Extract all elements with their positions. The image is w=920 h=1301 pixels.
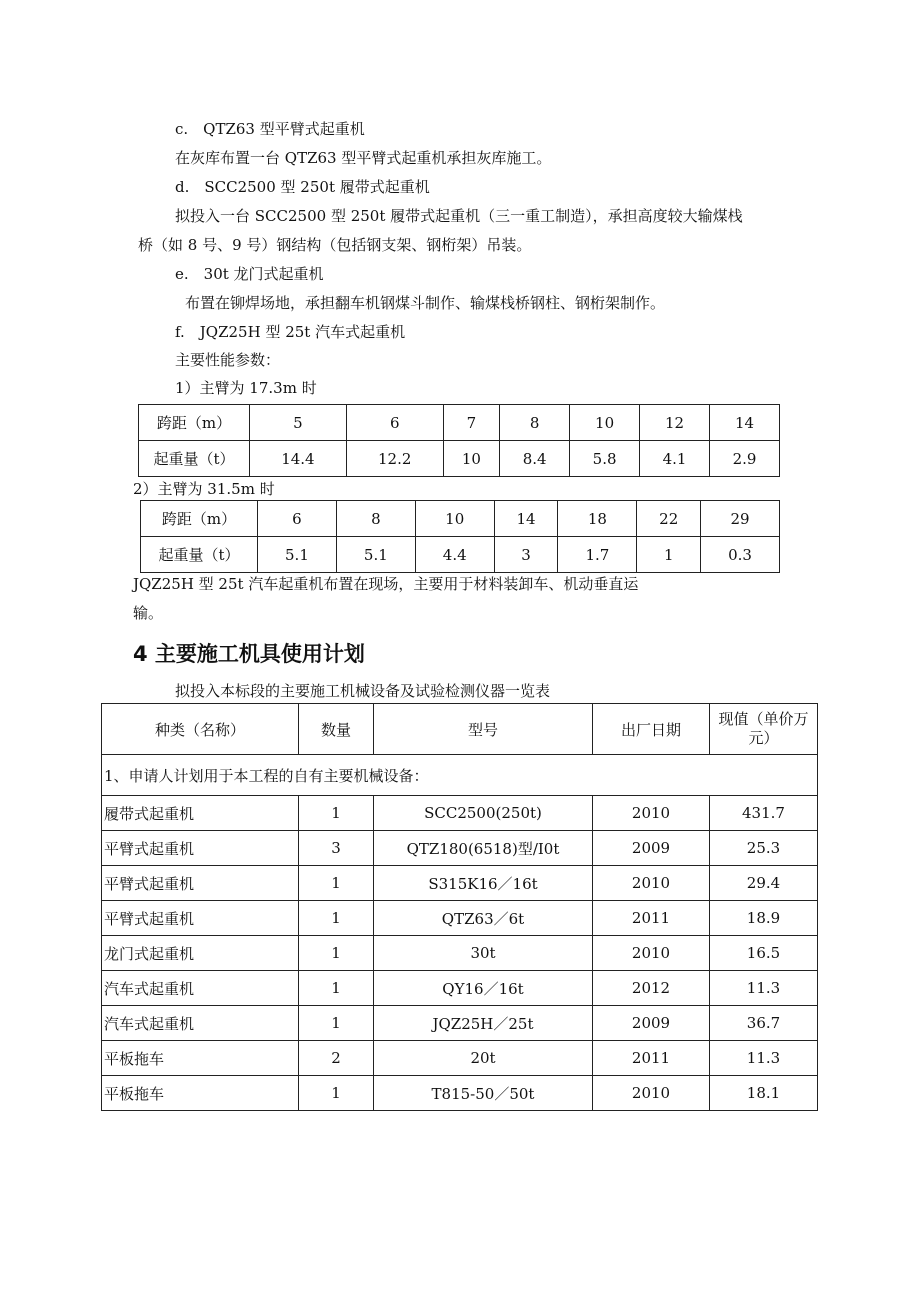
load-label: 起重量（t） [141, 537, 258, 573]
span-cell: 14 [494, 501, 558, 537]
item-d-text-line2: 桥（如 8 号、9 号）钢结构（包括钢支架、钢桁架）吊装。 [138, 236, 532, 254]
cell-date: 2012 [593, 971, 710, 1006]
load-label: 起重量（t） [139, 441, 250, 477]
load-cell: 0.3 [701, 537, 780, 573]
item-d-title: d. SCC2500 型 250t 履带式起重机 [175, 178, 430, 196]
span-cell: 29 [701, 501, 780, 537]
section-heading: 4 主要施工机具使用计划 [133, 642, 365, 666]
cell-name: 平臂式起重机 [102, 831, 299, 866]
load-cell: 8.4 [500, 441, 570, 477]
cell-qty: 1 [299, 1006, 374, 1041]
span-cell: 6 [346, 405, 443, 441]
load-cell: 5.1 [336, 537, 415, 573]
header-model: 型号 [374, 704, 593, 755]
span-label: 跨距（m） [141, 501, 258, 537]
load-row [141, 537, 780, 573]
table-row [102, 1006, 818, 1041]
cell-value: 25.3 [710, 831, 818, 866]
cell-value: 11.3 [710, 1041, 818, 1076]
performance-table-31-5m [140, 500, 780, 573]
span-cell: 10 [570, 405, 640, 441]
load-cell: 1.7 [558, 537, 637, 573]
span-cell: 8 [500, 405, 570, 441]
span-cell: 12 [640, 405, 710, 441]
load-cell: 5.1 [258, 537, 337, 573]
section-row [102, 755, 818, 796]
span-cell: 10 [415, 501, 494, 537]
cell-qty: 3 [299, 831, 374, 866]
span-cell: 6 [258, 501, 337, 537]
header-row [102, 704, 818, 755]
summary-line2: 输。 [133, 604, 164, 622]
cell-model: JQZ25H／25t [374, 1006, 593, 1041]
cell-model: SCC2500(250t) [374, 796, 593, 831]
header-value-line1: 现值（单价万 [718, 710, 809, 728]
load-cell: 4.4 [415, 537, 494, 573]
header-value-line2: 元） [748, 729, 779, 747]
table-row [102, 866, 818, 901]
cell-qty: 2 [299, 1041, 374, 1076]
header-qty: 数量 [299, 704, 374, 755]
cell-date: 2009 [593, 1006, 710, 1041]
cell-date: 2011 [593, 901, 710, 936]
span-cell: 22 [637, 501, 701, 537]
cell-value: 18.9 [710, 901, 818, 936]
table-row [102, 936, 818, 971]
cell-qty: 1 [299, 796, 374, 831]
cell-name: 履带式起重机 [102, 796, 299, 831]
cell-value: 36.7 [710, 1006, 818, 1041]
params-label: 主要性能参数： [175, 351, 281, 369]
span-cell: 8 [336, 501, 415, 537]
table-row [102, 796, 818, 831]
cell-value: 11.3 [710, 971, 818, 1006]
load-cell: 1 [637, 537, 701, 573]
section-row-label: 1、申请人计划用于本工程的自有主要机械设备： [102, 755, 818, 796]
cell-qty: 1 [299, 866, 374, 901]
cell-value: 431.7 [710, 796, 818, 831]
span-cell: 14 [710, 405, 780, 441]
table-row [102, 1041, 818, 1076]
cell-date: 2010 [593, 1076, 710, 1111]
cell-date: 2010 [593, 796, 710, 831]
load-cell: 2.9 [710, 441, 780, 477]
span-cell: 18 [558, 501, 637, 537]
span-cell: 7 [443, 405, 500, 441]
item-c-text: 在灰库布置一台 QTZ63 型平臂式起重机承担灰库施工。 [175, 149, 552, 167]
item-d-text-line1: 拟投入一台 SCC2500 型 250t 履带式起重机（三一重工制造），承担高度较大输煤栈 [175, 207, 743, 225]
cell-model: QY16／16t [374, 971, 593, 1006]
cell-model: QTZ63／6t [374, 901, 593, 936]
load-cell: 4.1 [640, 441, 710, 477]
cell-qty: 1 [299, 1076, 374, 1111]
performance-table-17-3m [138, 404, 780, 477]
cell-model: S315K16／16t [374, 866, 593, 901]
span-cell: 5 [250, 405, 347, 441]
cell-qty: 1 [299, 971, 374, 1006]
equipment-table [101, 703, 818, 1111]
table-caption: 拟投入本标段的主要施工机械设备及试验检测仪器一览表 [175, 682, 551, 700]
cell-model: QTZ180(6518)型/I0t [374, 831, 593, 866]
table-row [102, 831, 818, 866]
cell-name: 平板拖车 [102, 1041, 299, 1076]
cell-value: 29.4 [710, 866, 818, 901]
cell-model: 20t [374, 1041, 593, 1076]
item-c-title: c. QTZ63 型平臂式起重机 [175, 120, 365, 138]
cell-name: 平板拖车 [102, 1076, 299, 1111]
cell-value: 16.5 [710, 936, 818, 971]
cell-model: T815-50／50t [374, 1076, 593, 1111]
cell-model: 30t [374, 936, 593, 971]
span-row [141, 501, 780, 537]
cell-name: 汽车式起重机 [102, 1006, 299, 1041]
header-name: 种类（名称） [102, 704, 299, 755]
load-cell: 14.4 [250, 441, 347, 477]
table-row [102, 901, 818, 936]
cell-name: 平臂式起重机 [102, 866, 299, 901]
cell-date: 2010 [593, 866, 710, 901]
cell-date: 2009 [593, 831, 710, 866]
cell-date: 2010 [593, 936, 710, 971]
load-cell: 10 [443, 441, 500, 477]
boom-length-1: 1）主臂为 17.3m 时 [175, 379, 317, 397]
table-row [102, 1076, 818, 1111]
summary-line1: JQZ25H 型 25t 汽车起重机布置在现场，主要用于材料装卸车、机动垂直运 [133, 575, 639, 593]
table-row [102, 971, 818, 1006]
load-cell: 12.2 [346, 441, 443, 477]
load-row [139, 441, 780, 477]
item-f-title: f. JQZ25H 型 25t 汽车式起重机 [175, 323, 406, 341]
span-row [139, 405, 780, 441]
header-value [710, 704, 818, 755]
cell-name: 平臂式起重机 [102, 901, 299, 936]
cell-qty: 1 [299, 901, 374, 936]
cell-value: 18.1 [710, 1076, 818, 1111]
header-date: 出厂日期 [593, 704, 710, 755]
load-cell: 3 [494, 537, 558, 573]
item-e-title: e. 30t 龙门式起重机 [175, 265, 324, 283]
cell-qty: 1 [299, 936, 374, 971]
cell-name: 龙门式起重机 [102, 936, 299, 971]
boom-length-2: 2）主臂为 31.5m 时 [133, 480, 275, 498]
span-label: 跨距（m） [139, 405, 250, 441]
cell-date: 2011 [593, 1041, 710, 1076]
load-cell: 5.8 [570, 441, 640, 477]
cell-name: 汽车式起重机 [102, 971, 299, 1006]
item-e-text: 布置在铆焊场地，承担翻车机钢煤斗制作、输煤栈桥钢柱、钢桁架制作。 [185, 294, 666, 312]
